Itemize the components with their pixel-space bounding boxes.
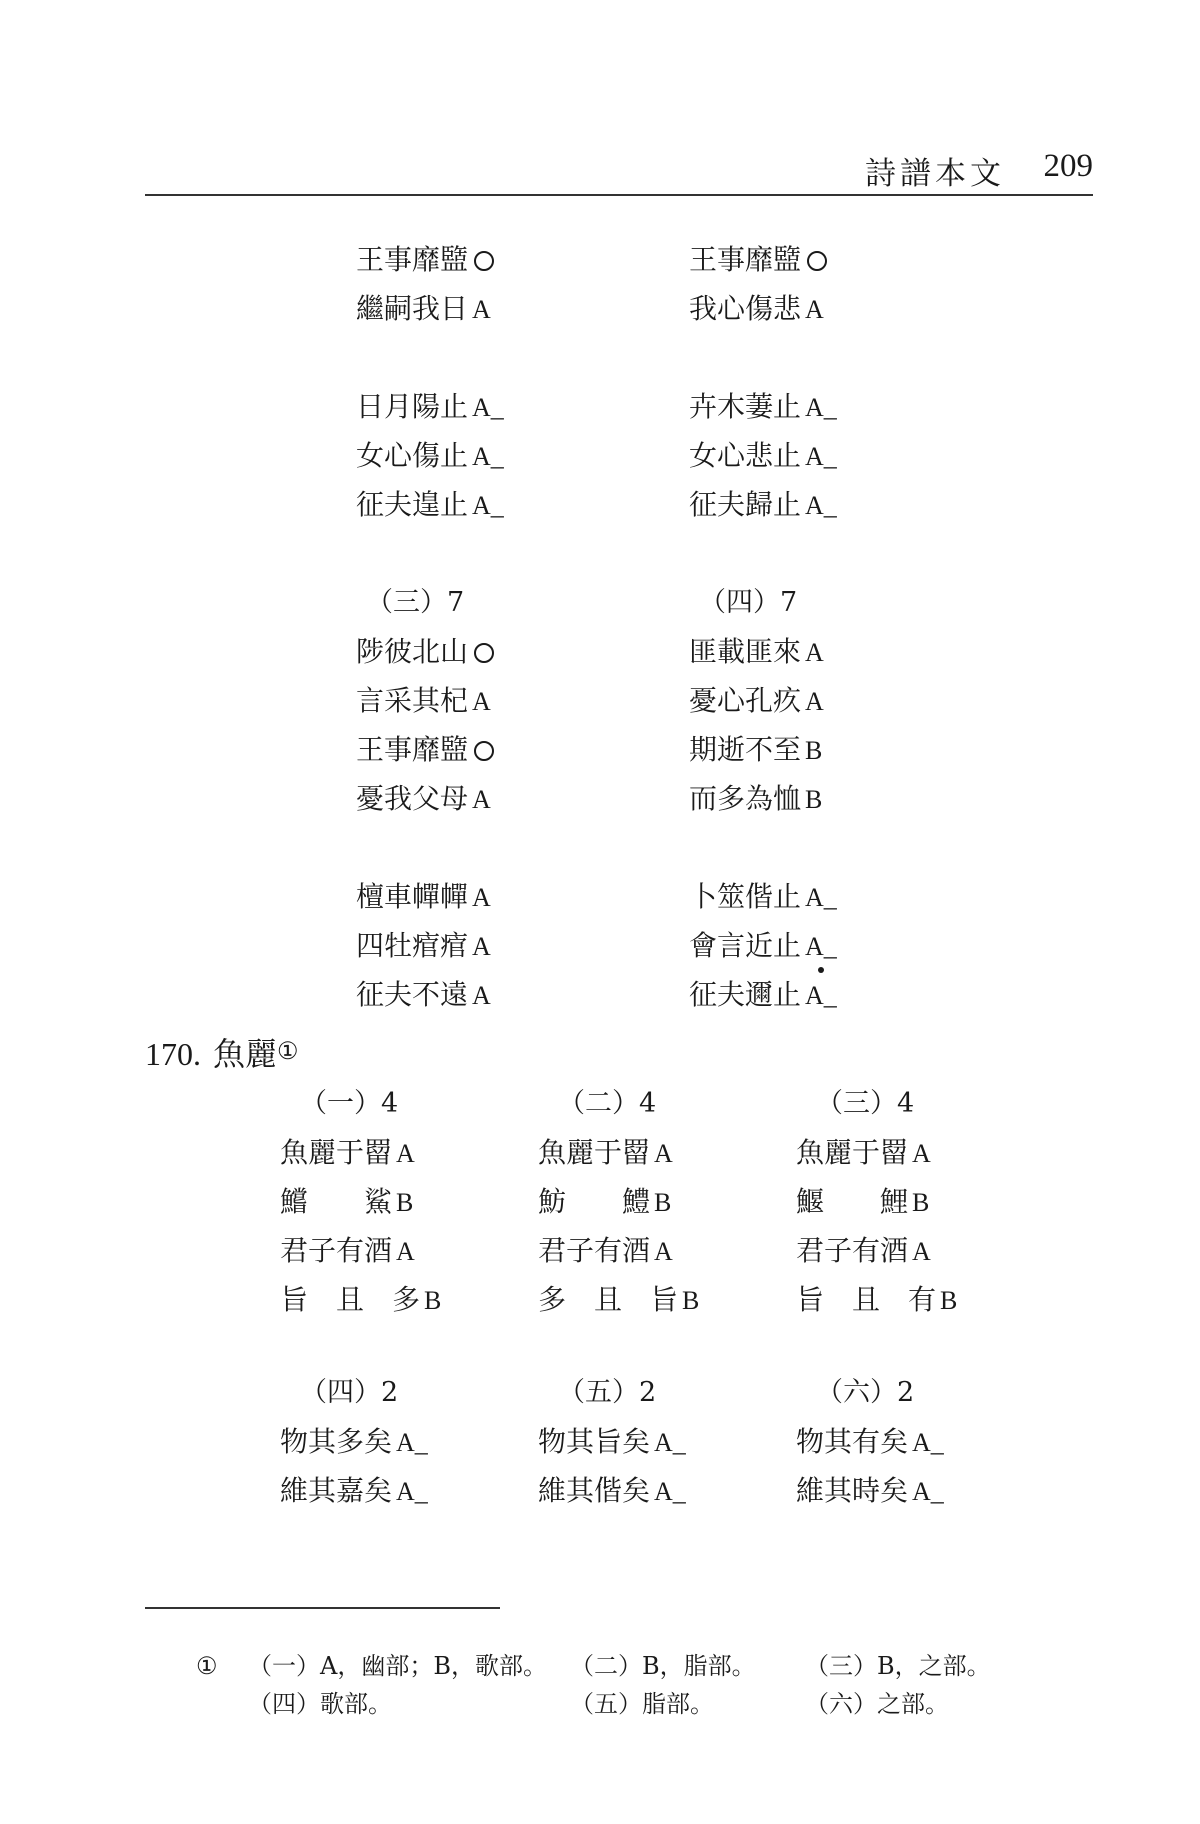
verse-line: 征夫遑止 A_ bbox=[356, 488, 504, 521]
verse-line: 物其多矣 A_ bbox=[280, 1425, 428, 1458]
verse-line: 四牡痯痯 A bbox=[356, 929, 491, 962]
verse-line: 王事靡盬 bbox=[689, 240, 827, 280]
footnote-ref: ① bbox=[277, 1037, 299, 1065]
verse-line: 旨 且 多 B bbox=[280, 1283, 442, 1316]
verse-line: 鱨 鯊 B bbox=[280, 1185, 414, 1218]
verse-line: 會言近止 A_ bbox=[689, 926, 837, 966]
verse-line: 女心悲止 A_ bbox=[689, 439, 837, 472]
verse-line: 日月陽止 A_ bbox=[356, 390, 504, 423]
verse-line: 女心傷止 A_ bbox=[356, 439, 504, 472]
verse-line: 憂我父母 A bbox=[356, 782, 491, 815]
verse-line: 君子有酒 A bbox=[538, 1234, 673, 1267]
footnote-item: （一）A，幽部；B，歌部。 bbox=[248, 1652, 547, 1680]
stanza-heading: （四）2 bbox=[300, 1377, 399, 1408]
footnote-item: （六）之部。 bbox=[805, 1690, 949, 1718]
verse-line: 期逝不至 B bbox=[689, 733, 823, 766]
verse-line: 維其嘉矣 A_ bbox=[280, 1474, 428, 1507]
verse-line: 檀車幝幝 A bbox=[356, 880, 491, 913]
verse-line: 陟彼北山 bbox=[356, 632, 494, 672]
circle-mark bbox=[474, 741, 494, 761]
verse-line: 繼嗣我日 A bbox=[356, 292, 491, 325]
verse-line: 君子有酒 A bbox=[280, 1234, 415, 1267]
verse-line: 魚麗于罶 A bbox=[796, 1136, 931, 1169]
header-title: 詩譜本文 bbox=[865, 156, 1005, 192]
stanza-heading: （二）4 bbox=[558, 1088, 657, 1119]
verse-line: 鰋 鯉 B bbox=[796, 1185, 930, 1218]
stanza-heading: （一）4 bbox=[300, 1088, 399, 1119]
footnote-item: （四）歌部。 bbox=[248, 1690, 392, 1718]
footnote-marker: ① bbox=[196, 1652, 218, 1680]
verse-line: 物其有矣 A_ bbox=[796, 1425, 944, 1458]
footnote-rule bbox=[145, 1607, 500, 1609]
verse-line: 物其旨矣 A_ bbox=[538, 1425, 686, 1458]
verse-line: 魚麗于罶 A bbox=[280, 1136, 415, 1169]
circle-mark bbox=[807, 251, 827, 271]
verse-line: 維其時矣 A_ bbox=[796, 1474, 944, 1507]
footnote-item: （五）脂部。 bbox=[570, 1690, 714, 1718]
footnote-item: （二）B，脂部。 bbox=[570, 1652, 756, 1680]
verse-line: 征夫歸止 A_ bbox=[689, 488, 837, 521]
verse-line: 憂心孔疚 A bbox=[689, 684, 824, 717]
verse-line: 魚麗于罶 A bbox=[538, 1136, 673, 1169]
stanza-heading: （三）4 bbox=[816, 1088, 915, 1119]
verse-line: 卉木萋止 A_ bbox=[689, 390, 837, 423]
page-number: 209 bbox=[1043, 148, 1093, 184]
running-header bbox=[145, 148, 1093, 196]
verse-line: 我心傷悲 A bbox=[689, 292, 824, 325]
verse-line: 君子有酒 A bbox=[796, 1234, 931, 1267]
verse-line: 卜筮偕止 A_ bbox=[689, 880, 837, 913]
circle-mark bbox=[474, 643, 494, 663]
verse-line: 維其偕矣 A_ bbox=[538, 1474, 686, 1507]
verse-line: 多 且 旨 B bbox=[538, 1283, 700, 1316]
verse-line: 旨 且 有 B bbox=[796, 1283, 958, 1316]
footnote-item: （三）B，之部。 bbox=[805, 1652, 991, 1680]
verse-line: 言采其杞 A bbox=[356, 684, 491, 717]
verse-line: 魴 鱧 B bbox=[538, 1185, 672, 1218]
circle-mark bbox=[474, 251, 494, 271]
stanza-heading: （四）7 bbox=[699, 587, 798, 618]
verse-line: 王事靡盬 bbox=[356, 240, 494, 280]
verse-line: 征夫不遠 A bbox=[356, 978, 491, 1011]
stanza-heading: （六）2 bbox=[816, 1377, 915, 1408]
verse-line: 王事靡盬 bbox=[356, 730, 494, 770]
verse-line: 而多為恤 B bbox=[689, 782, 823, 815]
verse-line: 征夫邇止 A_ bbox=[689, 978, 837, 1011]
section-title bbox=[145, 1030, 299, 1075]
section-number: 170. bbox=[145, 1036, 201, 1072]
section-name: 魚麗 bbox=[213, 1035, 278, 1073]
stanza-heading: （五）2 bbox=[558, 1377, 657, 1408]
stanza-heading: （三）7 bbox=[366, 587, 465, 618]
verse-line: 匪載匪來 A bbox=[689, 635, 824, 668]
